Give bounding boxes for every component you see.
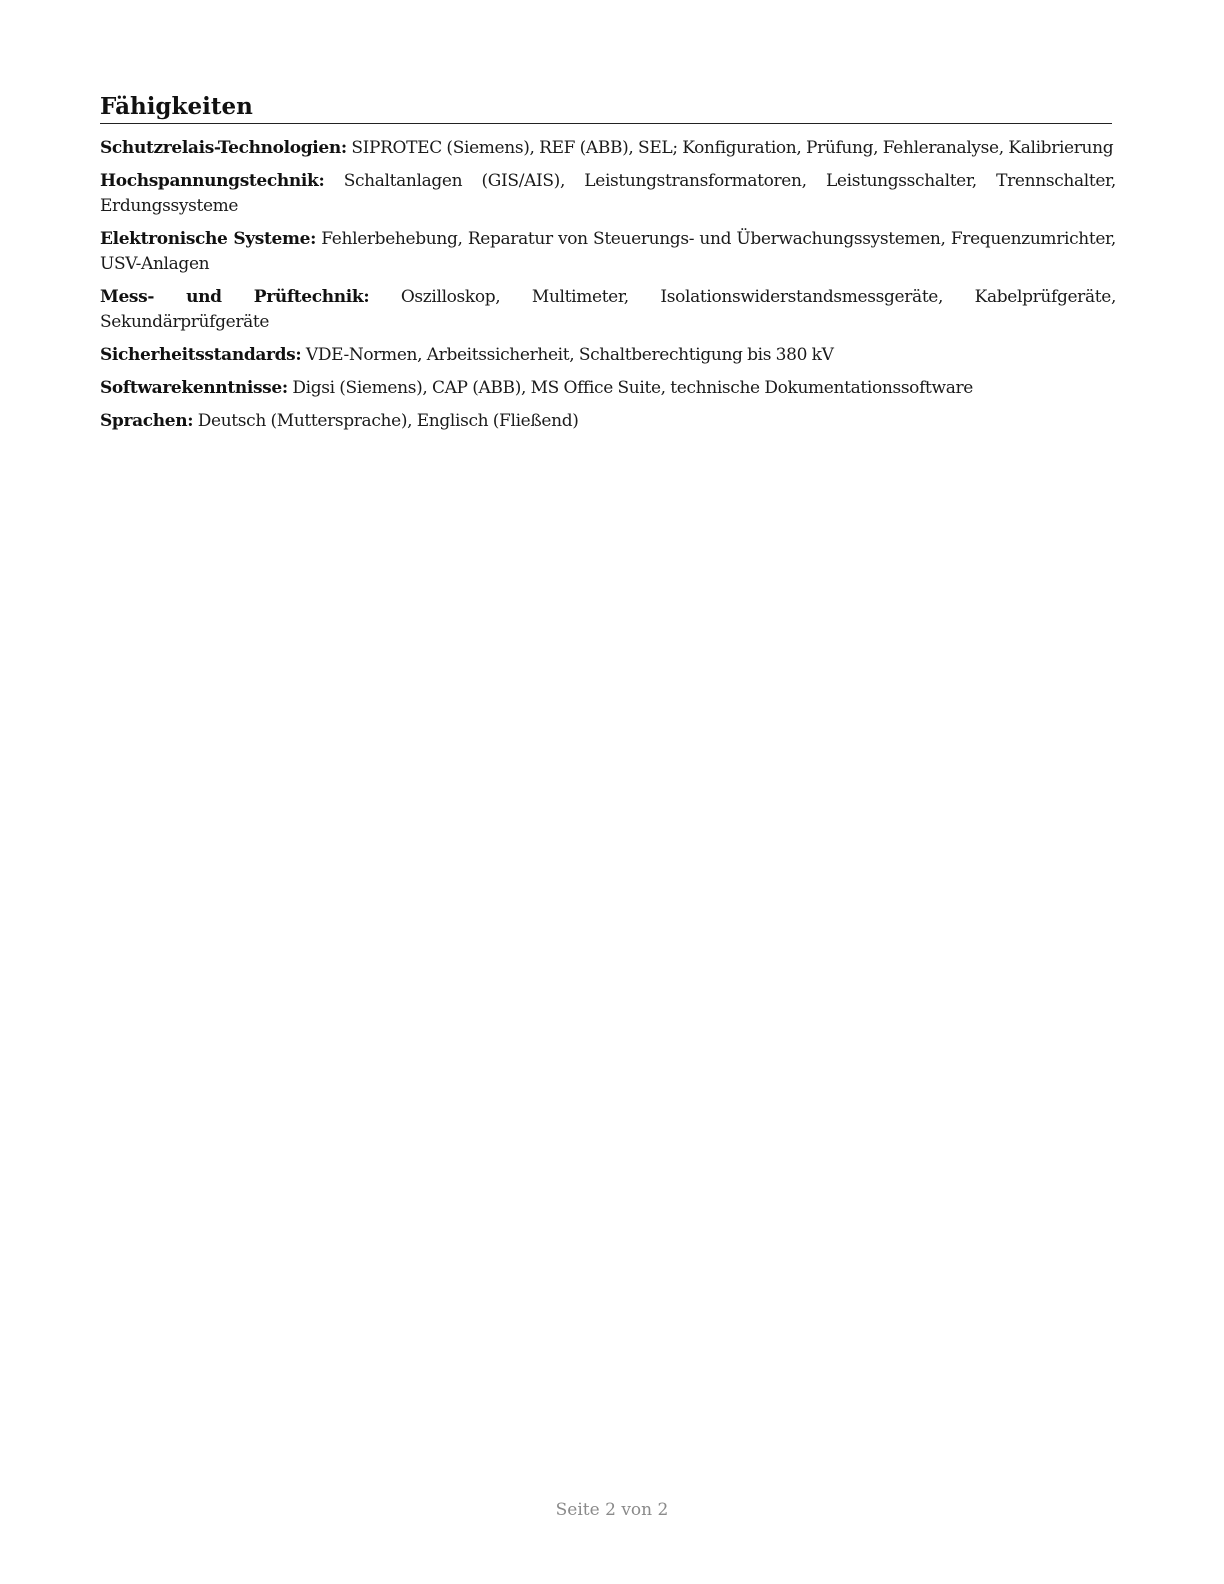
skill-item-schutzrelais: [100, 136, 1116, 161]
skill-item-sprachen: [100, 409, 1116, 434]
skill-text: Digsi (Siemens), CAP (ABB), MS Office Suite, technische Dokumentationssoftware: [292, 378, 973, 398]
skill-label: Softwarekenntnisse:: [100, 378, 288, 398]
page-number-footer: Seite 2 von 2: [555, 1500, 669, 1520]
skill-text: Fehlerbehebung, Reparatur von Steuerungs- und Überwachungssystemen, Frequenzumrichter, USV-Anlagen: [100, 229, 1116, 274]
section-title: Fähigkeiten: [100, 92, 1112, 124]
skill-text: Schaltanlagen (GIS/AIS), Leistungstransformatoren, Leistungsschalter, Trennschalter, Erdungssysteme: [100, 171, 1116, 216]
skill-label: Sprachen:: [100, 411, 194, 431]
skill-item-software: [100, 376, 1116, 401]
skill-label: Mess- und Prüftechnik:: [100, 287, 370, 307]
skill-label: Schutzrelais-Technologien:: [100, 138, 347, 158]
skill-text: Oszilloskop, Multimeter, Isolationswiderstandsmessgeräte, Kabelprüfgeräte, Sekundärprüfgeräte: [100, 287, 1116, 332]
skill-label: Hochspannungstechnik:: [100, 171, 325, 191]
skill-label: Sicherheitsstandards:: [100, 345, 302, 365]
skill-text: SIPROTEC (Siemens), REF (ABB), SEL; Konfiguration, Prüfung, Fehleranalyse, Kalibrierung: [351, 138, 1114, 158]
skill-item-elektronik: [100, 227, 1116, 277]
document-page: [100, 92, 1116, 442]
skills-list: [100, 136, 1116, 434]
skill-text: VDE-Normen, Arbeitssicherheit, Schaltberechtigung bis 380 kV: [305, 345, 834, 365]
skill-item-hochspannung: [100, 169, 1116, 219]
skill-item-messtechnik: [100, 285, 1116, 335]
skill-item-sicherheit: [100, 343, 1116, 368]
skill-text: Deutsch (Muttersprache), Englisch (Fließend): [197, 411, 579, 431]
skill-label: Elektronische Systeme:: [100, 229, 316, 249]
